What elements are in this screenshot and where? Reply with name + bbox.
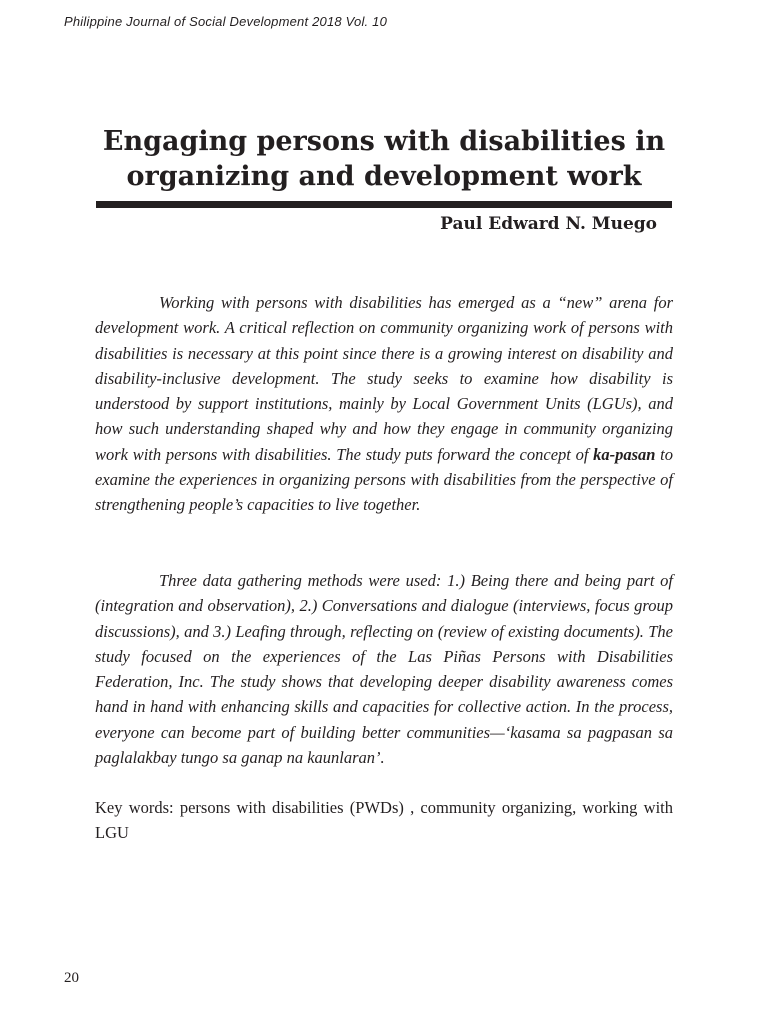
title-line-1: Engaging persons with disabilities in — [102, 126, 666, 157]
abstract-paragraph-2 — [95, 568, 673, 770]
author-name: Paul Edward N. Muego — [440, 214, 657, 234]
running-header: Philippine Journal of Social Development 2018 Vol. 10 — [64, 14, 388, 29]
abstract-p2-text: Three data gathering methods were used: 1.) Being there and being part of (integration and observation), 2.) Conversations and dialogue (interviews, focus group discussions), and 3.) Leafing through, reflecting on (review of existing documents). The study focused on the experiences of the Las Piñas Persons with Disabilities Federation, Inc. The study shows that developing deeper disability awareness comes hand in hand with enhancing skills and capacities for collective action. In the process, everyone can become part of building better communities—‘kasama sa pagpasan sa paglalakbay tungo sa ganap na kaunlaran’. — [95, 571, 673, 768]
page-number: 20 — [64, 970, 79, 986]
title-divider — [96, 201, 672, 208]
abstract-paragraph-1 — [95, 290, 673, 518]
title-line-2: organizing and development work — [126, 161, 642, 192]
article-title — [96, 124, 672, 194]
abstract-key-term: ka-pasan — [593, 444, 656, 464]
abstract-p1-text-start: Working with persons with disabilities has emerged as a “new” arena for development work. A critical reflection on community organizing work of persons with disabilities is necessary at this point since there is a growing interest on disability and disability-inclusive development. The study seeks to examine how disability is understood by support institutions, mainly by Local Government Units (LGUs), and how such understanding shaped why and how they engage in community organizing work with persons with disabilities. The study puts forward the concept of — [95, 293, 673, 464]
keywords: Key words: persons with disabilities (PWDs) , community organizing, working with LGU — [95, 798, 673, 843]
abstract-p1-text-end: to examine the experiences in organizing persons with disabilities from the perspective of strengthening people’s capacities to live together. — [95, 444, 673, 515]
